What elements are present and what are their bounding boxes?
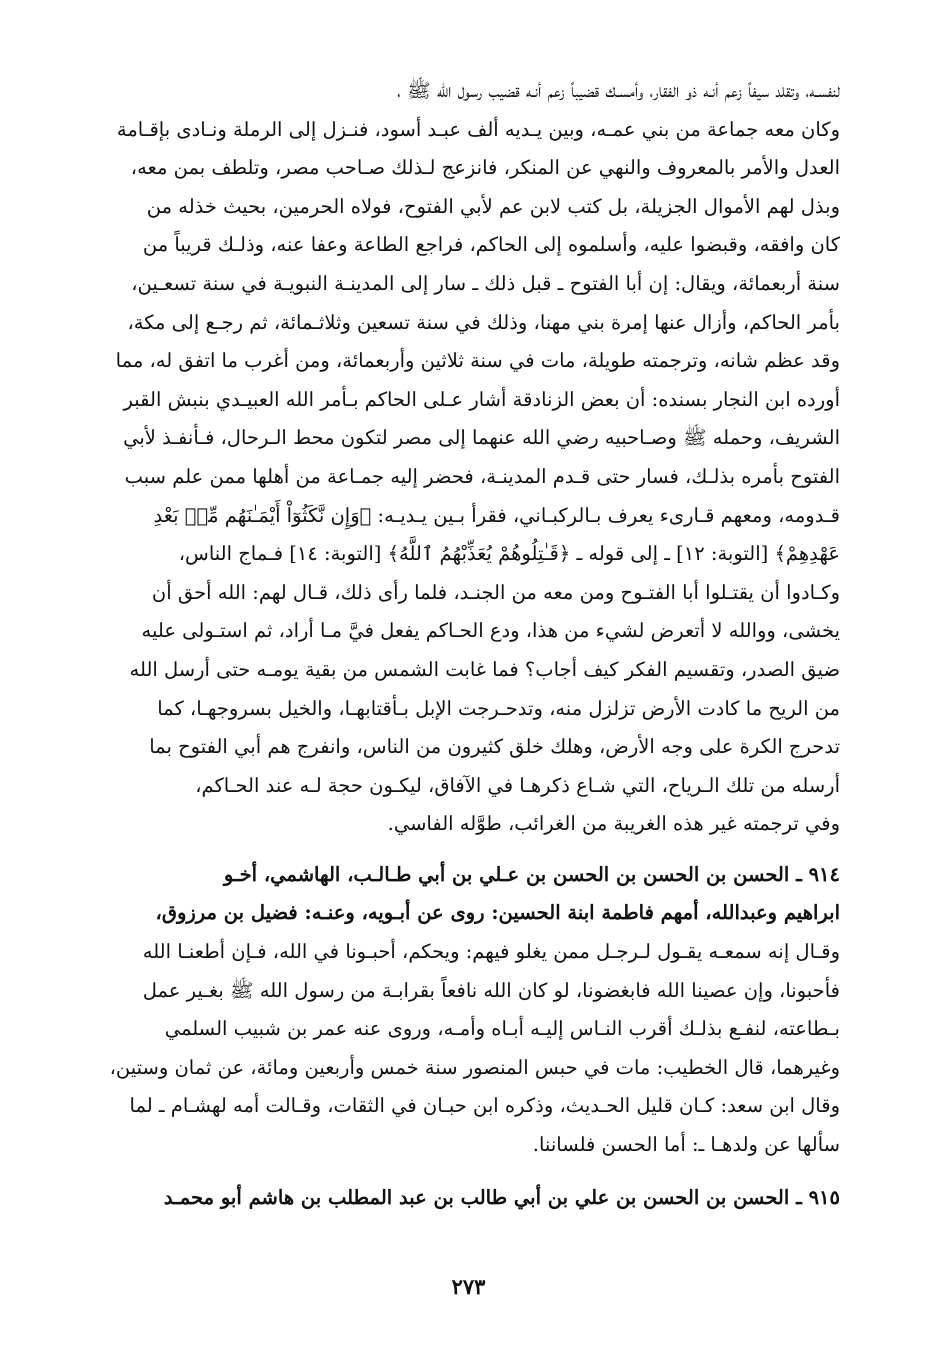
text-line: وكان معه جماعة من بني عمـه، وبين يـديه ألف عبـد أسود، فنـزل إلى الرملة ونـادى بإقـامة [116,117,840,141]
text-line: تدحرج الكرة على وجه الأرض، وهلك خلق كثيرون من الناس، وانفرج هم أبي الفتوح بما [149,735,840,759]
text-line: بـطاعته، لنفـع بذلـك أقرب النـاس إليـه أبـاه وأمـه، وروى عنه عمر بن شبيب السلمي [164,1017,840,1041]
text-line: سألها عن ولدهـا ـ: أما الحسن فلساننا. [532,1133,840,1157]
text-line: أورده ابن النجار بسنده: أن بعض الزنادقة أشار عـلى الحاكم بـأمر الله العبيـدي بنبش القبر [123,387,840,411]
entry-915-heading: ٩١٥ ـ الحسن بن الحسن بن علي بن أبي طالب بن عبد المطلب بن هاشم أبو محمـد [163,1185,840,1209]
text-line-quran-verse: عَهْدِهِمْ﴾ [التوبة: ١٢] ـ إلى قوله ـ ﴿قَـٰتِلُوهُمْ يُعَذِّبْهُمُ ٱللَّهُ﴾ [التوبة: ١٤] فـماج الناس، [178,542,840,566]
text-line: يخشى، ووالله لا أتعرض لشيء من هذا، ودع الحـاكم يفعل فيَّ مـا أراد، ثم استـولى عليه [141,619,840,643]
text-line: فأحبونا، وإن عصينا الله فابغضونا، لو كان الله نافعاً بقرابـة من رسول الله ﷺ بغـير عمل [142,978,840,1002]
text-line: من الريح ما كادت الأرض تزلزل منه، وتدحـرجت الإبل بـأقتابهـا، والخيل بسروجهـا، كما [157,696,840,720]
entry-914-heading: ابراهيم وعبدالله، أمهم فاطمة ابنة الحسين: روى عن أبـويه، وعنـه: فضيل بن مرزوق، [155,901,840,925]
text-line: لنفسـه، وتقلد سيفاً زعم أنـه ذو الفقار، وأمسـك قضيباً زعم أنـه قضيب رسول الله ﷺ ، [397,79,840,102]
text-line: ضيق الصدر، وتقسيم الفكر كيف أجاب؟ فما غابت الشمس من بقية يومـه حتى أرسل الله [129,657,840,681]
text-line: وقد عظم شانه، وترجمته طويلة، مات في سنة ثلاثين وأربعمائة، ومن أغرب ما اتفق له، مما [115,349,840,373]
text-line: الشريف، وحمله ﷺ وصـاحبيه رضي الله عنهما إلى مصر لتكون محط الـرحال، فـأنفـذ لأبي [123,426,840,450]
text-line: بأمر الحاكم، وأزال عنها إمرة بني مهنا، وذلك في سنة تسعين وثلاثـمائة، ثم رجـع إلى مكة، [127,310,840,334]
text-line: كان وافقه، وقبضوا عليه، وأسلموه إلى الحاكم، فراجع الطاعة وعفا عنه، وذلـك قريباً من [142,233,840,257]
text-line: سنة أربعمائة، ويقال: إن أبا الفتوح ـ قبل ذلك ـ سار إلى المدينـة النبويـة في سنة تسعـين، [131,271,840,295]
paragraph-spacer [100,1165,840,1179]
entry-914-heading: ٩١٤ ـ الحسن بن الحسن بن الحسن بن عـلي بن أبي طـالـب، الهاشمي، أخـو [223,862,840,886]
text-line: وبذل لهم الأموال الجزيلة، بل كتب لابن عم لأبي الفتوح، فولاه الحرمين، بحيث خذله من [146,194,840,218]
text-line: وقـال إنه سمعـه يقـول لـرجـل ممن يغلو فيهم: ويحكم، أحبـونا في الله، فـإن أطعنـا الله [142,940,840,964]
text-line-quran-verse: قـدومه، ومعهم قـارىء يعرف بـالركبـاني، فقرأ بـين يـديـه: ﴿وَإِن نَّكَثُوٓاْ أَيْمَـٰنَهُم مِّنۢ بَعْدِ [153,503,840,527]
page-body [100,72,840,1217]
text-line: وقال ابن سعد: كـان قليل الحـديث، وذكره ابن حبـان في الثقات، وقـالت أمه لهشـام ـ لما [129,1094,840,1118]
text-line: وغيرهما، قال الخطيب: مات في حبس المنصور سنة خمس وأربعين ومائة، عن ثمان وستين، [109,1055,840,1079]
entry-915 [100,1179,840,1218]
paragraph-spacer [100,844,840,856]
entry-914 [100,856,840,1165]
page-number: ٢٧٣ [451,1274,486,1299]
text-line: العدل والأمر بالمعروف والنهي عن المنكر، فانزعج لـذلك صـاحب مصر، وتلطف بمن معه، [130,156,840,180]
text-line: أرسله من تلك الـرياح، التي شـاع ذكرهـا في الآفاق، ليكـون حجة لـه عند الحـاكم، [195,773,840,797]
text-line: الفتوح بأمره بذلـك، فسار حتى قـدم المدينـة، فحضر إليه جمـاعة من أهلها ممن علم سبب [124,464,840,488]
paragraph-1 [100,72,840,844]
text-line: وفي ترجمته غير هذه الغريبة من الغرائب، طوَّله الفاسي. [387,812,840,836]
text-line: وكـادوا أن يقتـلوا أبا الفتـوح ومن معه من الجنـد، فلما رأى ذلك، قـال لهم: الله أحق أن [151,580,840,604]
